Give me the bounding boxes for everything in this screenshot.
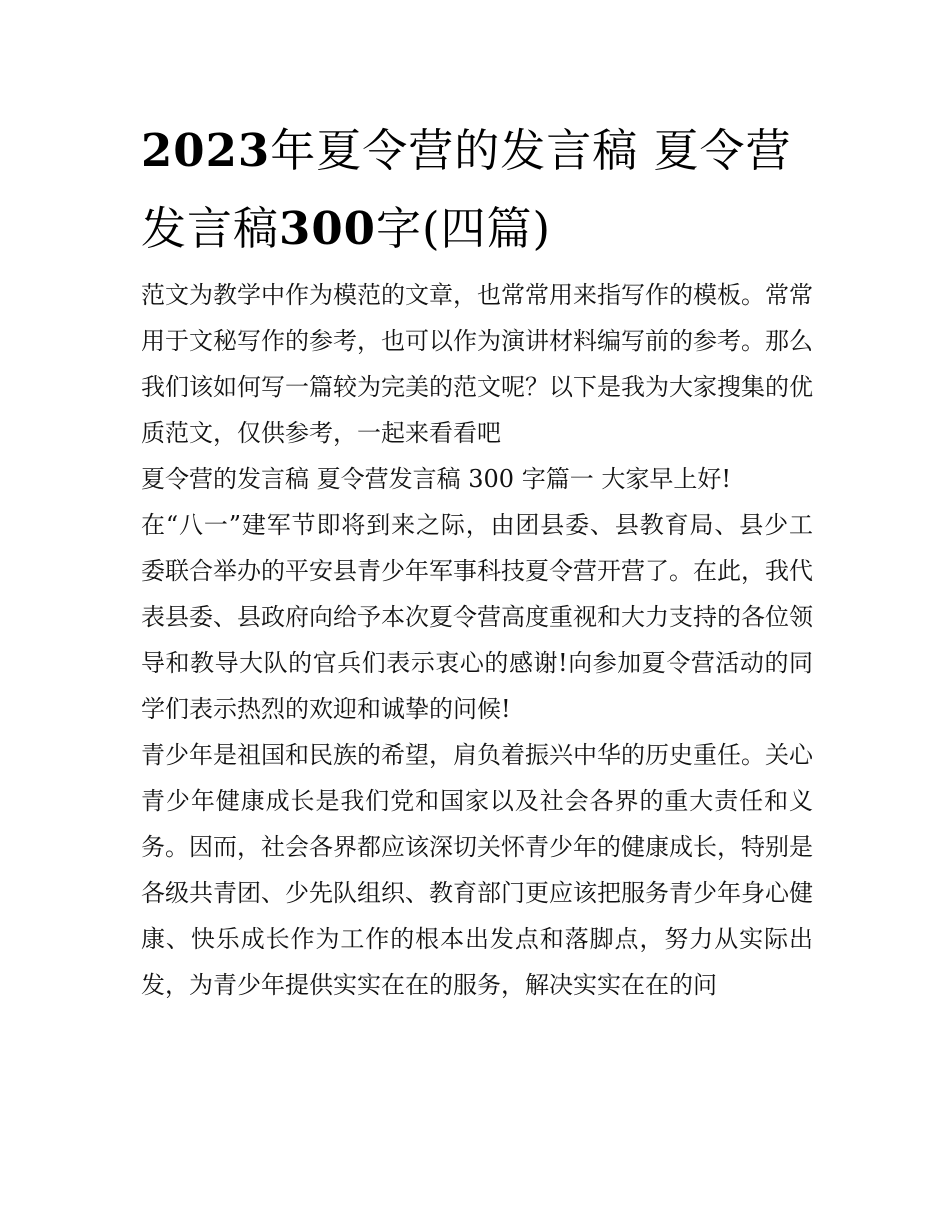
paragraph-opening: 在“八一”建军节即将到来之际，由团县委、县教育局、县少工委联合举办的平安县青少年军事科技夏令营开营了。在此，我代表县委、县政府向给予本次夏令营高度重视和大力支持的各位领导和教导大队的官兵们表示衷心的感谢!向参加夏令营活动的同学们表示热烈的欢迎和诚挚的问候!	[141, 511, 813, 723]
paragraph-youth: 青少年是祖国和民族的希望，肩负着振兴中华的历史重任。关心青少年健康成长是我们党和国家以及社会各界的重大责任和义务。因而，社会各界都应该深切关怀青少年的健康成长，特别是各级共青团、少先队组织、教育部门更应该把服务青少年身心健康、快乐成长作为工作的根本出发点和落脚点，努力从实际出发，为青少年提供实实在在的服务，解决实实在在的问	[141, 741, 813, 999]
title-number: 300	[279, 202, 376, 255]
paragraph-intro: 范文为教学中作为模范的文章，也常常用来指写作的模板。常常用于文秘写作的参考，也可以作为演讲材料编写前的参考。那么我们该如何写一篇较为完美的范文呢？以下是我为大家搜集的优质范文，仅供参考，一起来看看吧	[141, 281, 813, 447]
document-body	[141, 112, 813, 1008]
paragraph-section-heading: 夏令营的发言稿 夏令营发言稿 300 字篇一 大家早上好!	[141, 465, 731, 493]
title-text-part2: 字(四篇)	[375, 202, 552, 255]
title-year: 2023	[141, 124, 271, 177]
document-title	[141, 112, 813, 268]
title-text-part1: 年夏令营的发言稿 夏令营发言稿	[141, 124, 792, 255]
